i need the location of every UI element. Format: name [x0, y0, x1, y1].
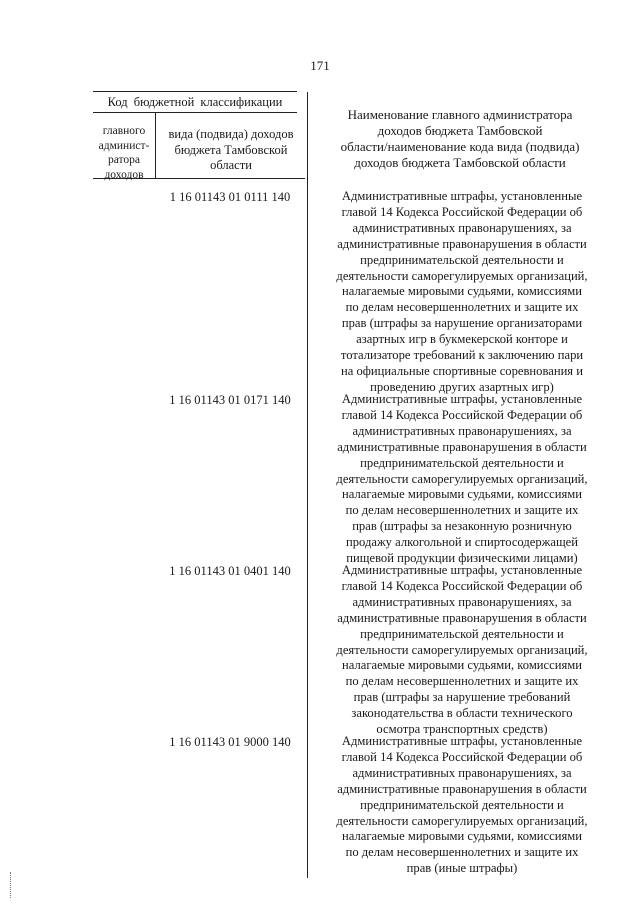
- header-admin-column: [93, 124, 155, 182]
- header-line: области: [210, 158, 252, 172]
- description-line: налагаемые мировыми судьями, комиссиями: [342, 284, 582, 299]
- row-description: [314, 392, 610, 567]
- description-line: осмотра транспортных средств): [376, 722, 548, 737]
- description-line: деятельности саморегулируемых организаций,: [336, 268, 588, 283]
- description-line: административных правонарушениях, за: [352, 423, 572, 438]
- header-line: главного: [102, 125, 146, 137]
- description-line: по делам несовершеннолетних и защите их: [345, 845, 579, 860]
- description-line: деятельности саморегулируемых организаций,: [336, 813, 588, 828]
- description-line: по делам несовершеннолетних и защите их: [345, 300, 579, 315]
- description-line: административные правонарушения в области: [337, 610, 587, 625]
- page-number: 171: [310, 58, 330, 73]
- description-line: административные правонарушения в области: [337, 236, 587, 251]
- header-line: Наименование главного администратора: [347, 107, 573, 122]
- description-line: административные правонарушения в области: [337, 439, 587, 454]
- description-line: административных правонарушениях, за: [352, 220, 572, 235]
- header-line: доходов бюджета Тамбовской области: [354, 155, 566, 170]
- row-description: [314, 734, 610, 877]
- description-line: проведению других азартных игр): [370, 379, 554, 394]
- header-line: доходов: [104, 168, 144, 181]
- description-line: прав (штрафы за нарушение требований: [353, 690, 571, 705]
- description-line: тотализаторе требований к заключению пари: [340, 348, 584, 363]
- description-line: прав (штрафы за незаконную розничную: [352, 519, 572, 534]
- description-line: деятельности саморегулируемых организаций,: [336, 471, 588, 486]
- header-line: ратора: [107, 154, 141, 166]
- header-line: бюджета Тамбовской: [174, 142, 288, 157]
- description-line: Административные штрафы, установленные: [341, 563, 583, 577]
- description-line: административные правонарушения в области: [337, 781, 587, 796]
- description-line: прав (иные штрафы): [406, 861, 518, 876]
- header-line: вида (подвида) доходов: [168, 127, 294, 141]
- description-line: Административные штрафы, установленные: [341, 189, 583, 203]
- description-line: Административные штрафы, установленные: [341, 392, 583, 406]
- row-description: [314, 189, 610, 396]
- header-name-column: [308, 107, 612, 171]
- header-line: админист-: [98, 139, 150, 152]
- description-line: Административные штрафы, установленные: [341, 734, 583, 748]
- description-line: предпринимательской деятельности и: [360, 626, 564, 641]
- description-line: предпринимательской деятельности и: [360, 455, 564, 470]
- header-line: области/наименование кода вида (подвида): [340, 139, 580, 154]
- description-line: главой 14 Кодекса Российской Федерации об: [341, 749, 583, 764]
- description-line: по делам несовершеннолетних и защите их: [345, 674, 579, 689]
- description-line: пищевой продукции физическими лицами): [346, 551, 578, 566]
- description-line: налагаемые мировыми судьями, комиссиями: [342, 487, 582, 502]
- header-kind-column: [156, 127, 306, 174]
- row-code: 1 16 01143 01 0401 140: [169, 564, 291, 578]
- description-line: главой 14 Кодекса Российской Федерации об: [341, 578, 583, 593]
- description-line: главой 14 Кодекса Российской Федерации об: [341, 204, 583, 219]
- description-line: административных правонарушениях, за: [352, 765, 572, 780]
- description-line: азартных игр в букмекерской конторе и: [356, 332, 568, 347]
- budget-code-header: Код бюджетной классификации: [93, 91, 297, 113]
- description-line: по делам несовершеннолетних и защите их: [345, 503, 579, 518]
- name-column-divider: [307, 92, 308, 878]
- row-code: 1 16 01143 01 0171 140: [169, 393, 291, 407]
- row-code: 1 16 01143 01 0111 140: [169, 190, 291, 204]
- row-description: [314, 563, 610, 738]
- scan-margin-mark: [10, 872, 13, 898]
- description-line: предпринимательской деятельности и: [360, 252, 564, 267]
- description-line: прав (штрафы за нарушение организаторами: [341, 316, 583, 331]
- description-line: продажу алкогольной и спиртосодержащей: [346, 535, 578, 550]
- row-code: 1 16 01143 01 9000 140: [169, 735, 291, 749]
- description-line: на официальные спортивные соревнования и: [341, 363, 583, 378]
- header-line: доходов бюджета Тамбовской: [377, 123, 543, 138]
- description-line: главой 14 Кодекса Российской Федерации об: [341, 407, 583, 422]
- description-line: предпринимательской деятельности и: [360, 797, 564, 812]
- description-line: деятельности саморегулируемых организаций,: [336, 642, 588, 657]
- description-line: административных правонарушениях, за: [352, 594, 572, 609]
- description-line: налагаемые мировыми судьями, комиссиями: [342, 658, 582, 673]
- description-line: налагаемые мировыми судьями, комиссиями: [342, 829, 582, 844]
- description-line: законодательства в области технического: [351, 706, 573, 721]
